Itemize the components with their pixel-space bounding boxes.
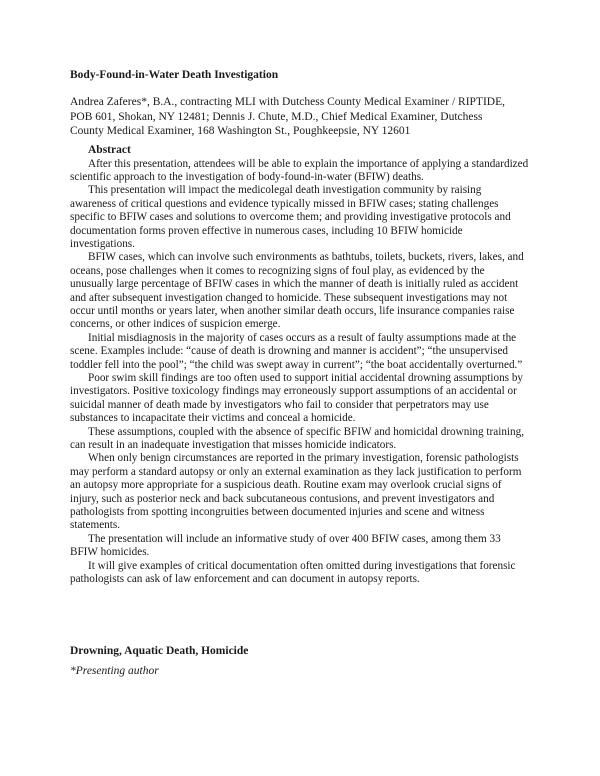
abstract-paragraph: Poor swim skill findings are too often used to support initial accidental drowning assumptions by investigators. Positive toxicology findings may erroneously support assumptions of an accidental or suicidal manner of death made by investigators who fail to consider that perpetrators may use substances to incapacitate their victims and conceal a homicide.	[70, 372, 524, 425]
abstract-body	[70, 158, 530, 587]
abstract-heading: Abstract	[88, 143, 131, 156]
keywords: Drowning, Aquatic Death, Homicide	[70, 645, 249, 657]
abstract-paragraph: This presentation will impact the medicolegal death investigation community by raising awareness of critical questions and evidence typically missed in BFIW cases; stating challenges specific to BFIW cases and solutions to overcome them; and providing investigative protocols and documentation forms proven effective in numerous cases, including 10 BFIW homicide investigations.	[70, 184, 511, 250]
presenting-author-note: *Presenting author	[70, 665, 159, 677]
document-page	[70, 68, 530, 587]
abstract-paragraph: When only benign circumstances are reported in the primary investigation, forensic pathologists may perform a standard autopsy or only an external examination as they lack justification to perform an autopsy more appropriate for a suspicious death. Routine exam may overlook crucial signs of injury, such as posterior neck and back subcutaneous contusions, and prevent investigators and pathologists from spotting incongruities between documented injuries and scene and witness statements.	[70, 452, 522, 532]
author-affiliations: Andrea Zaferes*, B.A., contracting MLI with Dutchess County Medical Examiner / RIPTIDE, POB 601, Shokan, NY 12481; Dennis J. Chute, M.D., Chief Medical Examiner, Dutchess County Medical Examiner, 168 Washington St., Poughkeepsie, NY 12601	[70, 96, 505, 137]
abstract-paragraph: After this presentation, attendees will be able to explain the importance of applying a standardized scientific approach to the investigation of body-found-in-water (BFIW) deaths.	[70, 157, 529, 183]
abstract-paragraph: It will give examples of critical documentation often omitted during investigations that forensic pathologists can ask of law enforcement and can document in autopsy reports.	[70, 559, 516, 586]
abstract-paragraph: These assumptions, coupled with the absence of specific BFIW and homicidal drowning training, can result in an inadequate investigation that misses homicide indicators.	[70, 425, 525, 452]
document-title: Body-Found-in-Water Death Investigation	[70, 69, 279, 81]
abstract-paragraph: The presentation will include an informative study of over 400 BFIW cases, among them 33 BFIW homicides.	[70, 532, 501, 559]
abstract-paragraph: BFIW cases, which can involve such environments as bathtubs, toilets, buckets, rivers, lakes, and oceans, pose challenges when it comes to recognizing signs of foul play, as evidenced by the unusually large percentage of BFIW cases in which the manner of death is initially ruled as accident and after subsequent investigation changed to homicide. These subsequent investigations may not occur until months or years later, when another similar death occurs, life insurance companies raise concerns, or other indices of suspicion emerge.	[70, 251, 524, 331]
abstract-paragraph: Initial misdiagnosis in the majority of cases occurs as a result of faulty assumptions made at the scene. Examples include: “cause of death is drowning and manner is accident”; “the unsupervised toddler fell into the pool”; “the child was swept away in current”; “the boat accidentally overturned.”	[70, 331, 523, 371]
